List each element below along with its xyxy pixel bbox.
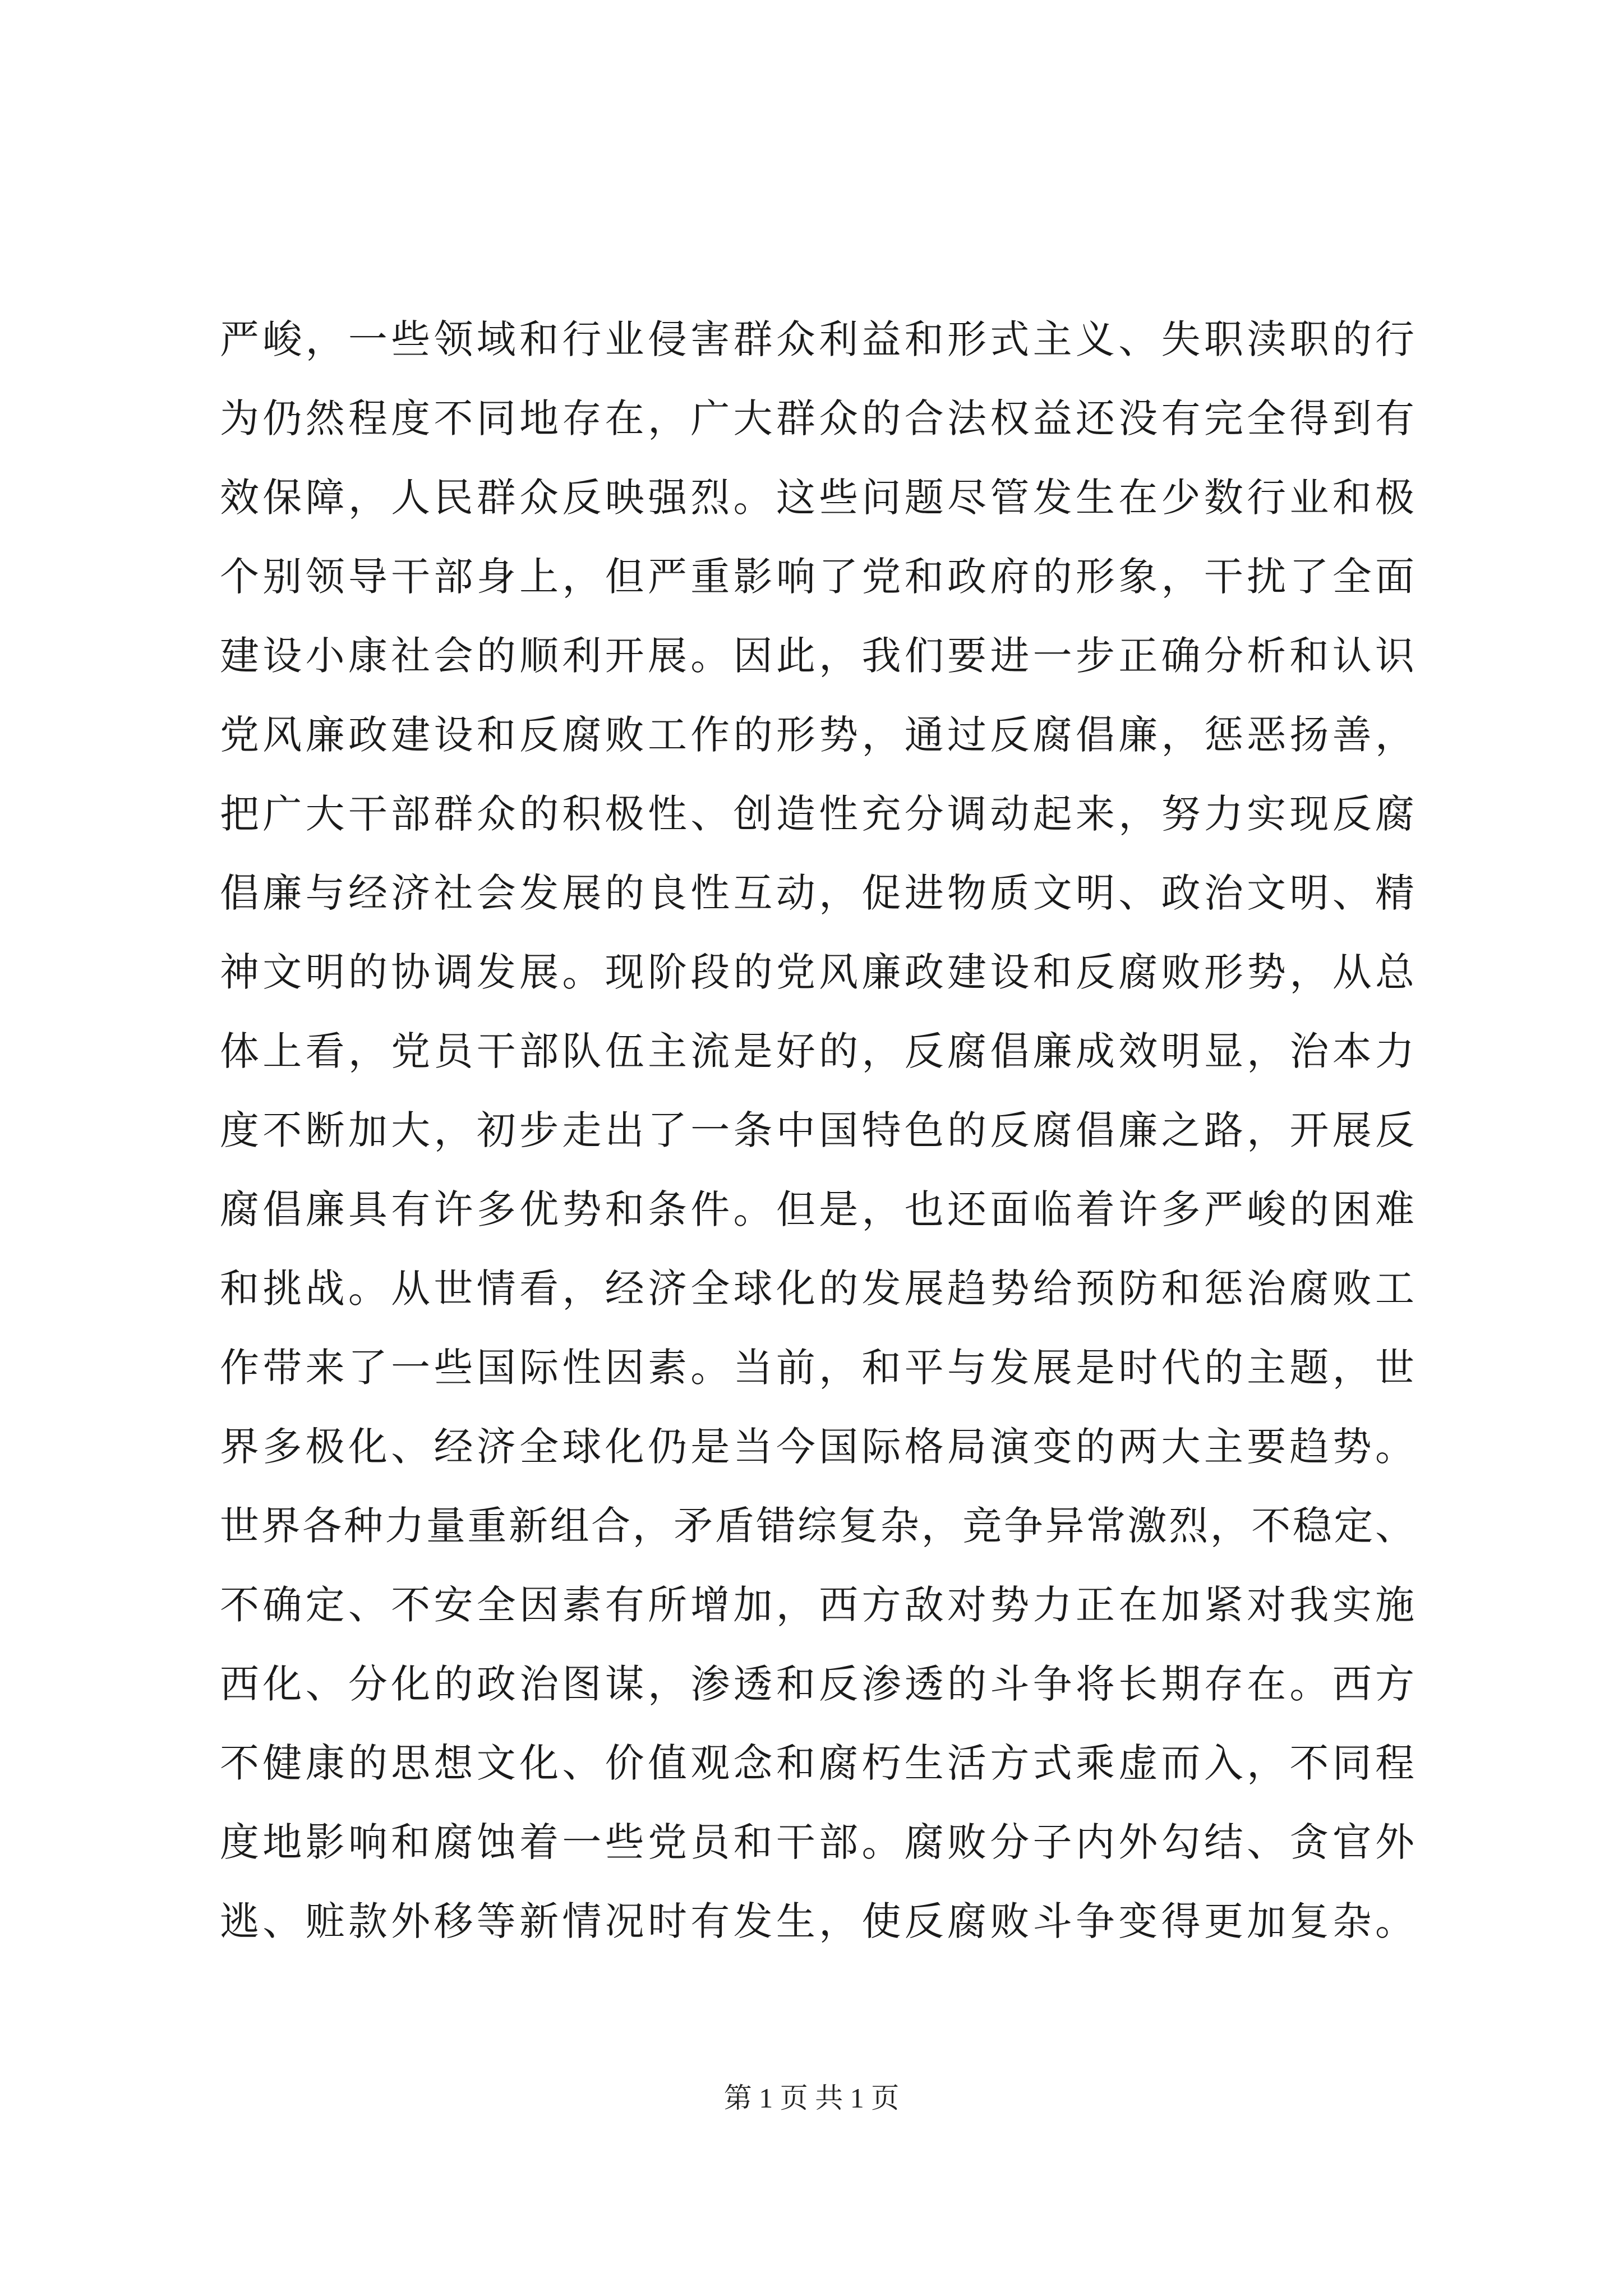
text-line: 和挑战。从世情看，经济全球化的发展趋势给预防和惩治腐败工 [220,1266,1414,1312]
text-line: 世界各种力量重新组合，矛盾错综复杂，竞争异常激烈，不稳定、 [220,1503,1414,1549]
text-line: 腐倡廉具有许多优势和条件。但是，也还面临着许多严峻的困难 [220,1186,1414,1232]
text-line: 界多极化、经济全球化仍是当今国际格局演变的两大主要趋势。 [220,1424,1414,1470]
text-line: 度地影响和腐蚀着一些党员和干部。腐败分子内外勾结、贪官外 [220,1819,1414,1865]
text-line: 把广大干部群众的积极性、创造性充分调动起来，努力实现反腐 [220,791,1414,837]
text-line: 为仍然程度不同地存在，广大群众的合法权益还没有完全得到有 [220,395,1414,441]
text-line: 度不断加大，初步走出了一条中国特色的反腐倡廉之路，开展反 [220,1107,1414,1153]
text-line: 不健康的思想文化、价值观念和腐朽生活方式乘虚而入，不同程 [220,1740,1414,1786]
text-line: 建设小康社会的顺利开展。因此，我们要进一步正确分析和认识 [220,633,1414,679]
text-line: 不确定、不安全因素有所增加，西方敌对势力正在加紧对我实施 [220,1582,1414,1628]
text-line: 倡廉与经济社会发展的良性互动，促进物质文明、政治文明、精 [220,870,1414,916]
page-number-label: 第 1 页 共 1 页 [723,2082,900,2114]
text-line: 神文明的协调发展。现阶段的党风廉政建设和反腐败形势，从总 [220,949,1414,995]
text-line: 严峻，一些领域和行业侵害群众利益和形式主义、失职渎职的行 [220,316,1414,362]
text-line: 体上看，党员干部队伍主流是好的，反腐倡廉成效明显，治本力 [220,1028,1414,1074]
text-line: 逃、赃款外移等新情况时有发生，使反腐败斗争变得更加复杂。 [220,1898,1414,1944]
text-line: 西化、分化的政治图谋，渗透和反渗透的斗争将长期存在。西方 [220,1661,1414,1707]
text-line: 党风廉政建设和反腐败工作的形势，通过反腐倡廉，惩恶扬善， [220,712,1414,758]
page-footer [0,2081,1623,2115]
text-line: 效保障，人民群众反映强烈。这些问题尽管发生在少数行业和极 [220,475,1414,521]
body-paragraph [220,300,1414,1961]
text-line: 作带来了一些国际性因素。当前，和平与发展是时代的主题，世 [220,1345,1414,1391]
text-line: 个别领导干部身上，但严重影响了党和政府的形象，干扰了全面 [220,554,1414,600]
